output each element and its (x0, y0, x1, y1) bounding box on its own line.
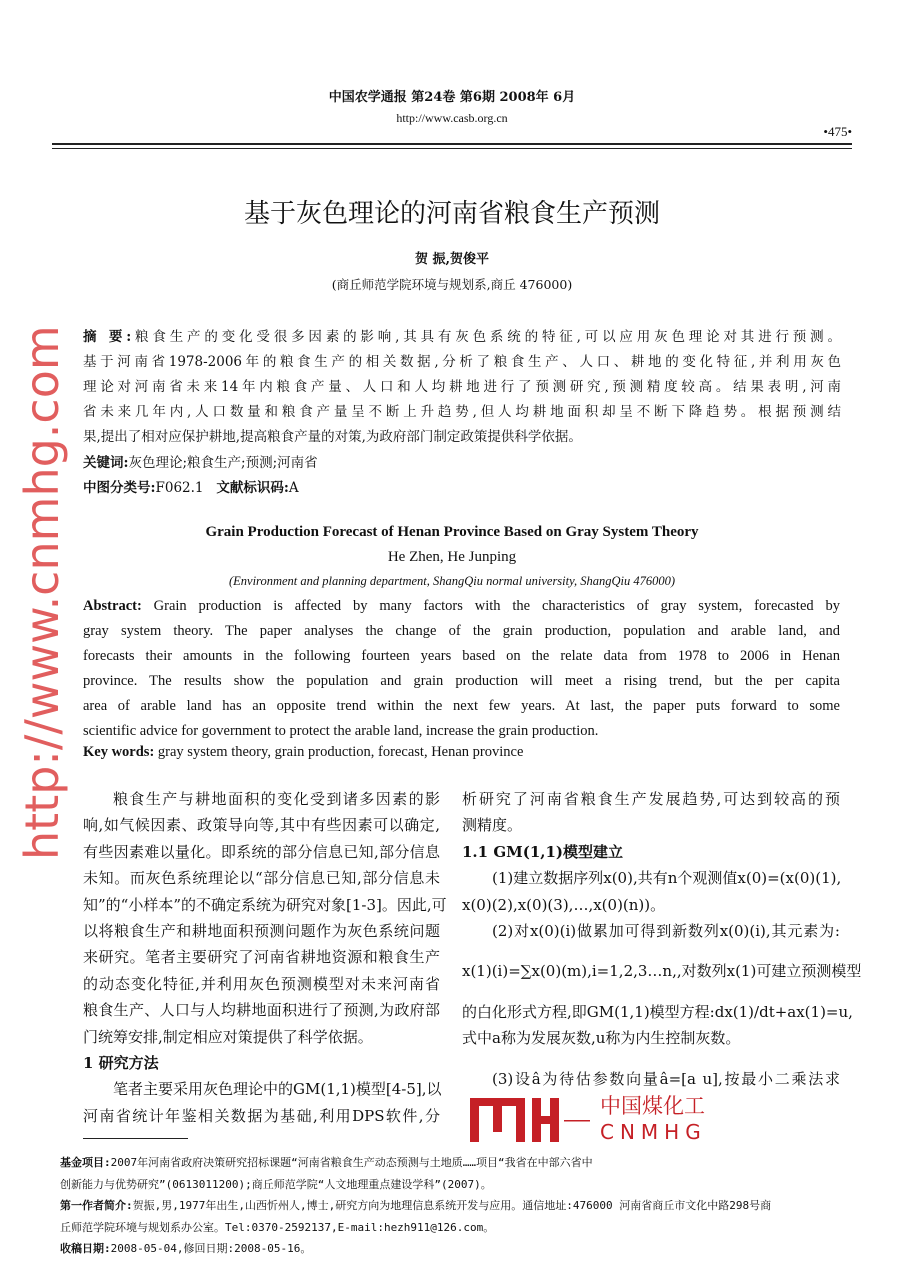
footnote-line (60, 1152, 890, 1174)
footnote-text: 2008-05-04,修回日期:2008-05-16。 (110, 1242, 312, 1255)
abstract-line: 理论对河南省未来14年内粮食产量、人口和人均耕地进行了预测研究,预测精度较高。结果表明,河南 (83, 379, 841, 395)
body-right-column (462, 786, 862, 1092)
footnote-text: 创新能力与优势研究”(0613011200);商丘师范学院“人文地理重点建设学科”(2007)。 (60, 1177, 492, 1191)
page-number: •475• (823, 124, 852, 139)
section-heading: 1.1 GM(1,1)模型建立 (462, 842, 624, 861)
body-left-column (83, 786, 447, 1129)
body-line: 来研究。笔者主要研究了河南省耕地资源和粮食生产 (83, 948, 440, 967)
footnote-text: 丘师范学院环境与规划系办公室。Tel:0370-2592137,E-mail:hezh911@126.com。 (60, 1220, 495, 1234)
english-keywords (83, 744, 523, 761)
body-line: 粮食生产与耕地面积的变化受到诸多因素的影 (113, 790, 440, 808)
abstract-text: Grain production is affected by many factors with the characteristics of gray system, forecasted by (141, 598, 840, 614)
abstract-line: 基于河南省1978-2006年的粮食生产的相关数据,分析了粮食生产、人口、耕地的变化特征,并利用灰色 (83, 354, 841, 370)
classification (83, 476, 299, 496)
body-line: (2)对x(0)(i)做累加可得到新数列x(0)(i),其元素为: (492, 922, 840, 941)
body-line: 测精度。 (462, 816, 523, 835)
english-title: Grain Production Forecast of Henan Province Based on Gray System Theory (205, 524, 699, 540)
footnote-text: 2007年河南省政府决策研究招标课题“河南省粮食生产动态预测与土地质……项目“我省在中部六省中 (110, 1156, 593, 1169)
body-line: 响,如气候因素、政策导向等,其中有些因素可以确定, (83, 816, 440, 835)
clc-label: 中图分类号: (83, 480, 156, 496)
footnote-line (60, 1238, 890, 1260)
abstract-label: 摘 要: (83, 329, 132, 345)
abstract-label: Abstract: (83, 598, 142, 614)
chinese-abstract (83, 325, 841, 450)
footnote-label: 收稿日期: (60, 1242, 111, 1255)
abstract-line: 省未来几年内,人口数量和粮食产量呈不断上升趋势,但人均耕地面积却呈不断下降趋势。根据预测结 (83, 404, 841, 420)
logo-chinese-text: 中国煤化工 (600, 1094, 705, 1118)
authors: 贺 振,贺俊平 (414, 252, 490, 267)
doc-code-label: 文献标识码: (216, 480, 289, 496)
keywords-value: gray system theory, grain production, forecast, Henan province (154, 744, 524, 760)
abstract-line: forecasts their amounts in the following fourteen years based on the relate data from 1978 to 2006 in Henan (83, 648, 840, 664)
watermark-text: http://www.cnmhg.com (15, 325, 69, 860)
watermark (14, 325, 70, 860)
body-line: 未知。而灰色系统理论以“部分信息已知,部分信息未 (83, 869, 440, 888)
footnote-label: 基金项目: (60, 1156, 111, 1169)
footnote-label: 第一作者简介: (60, 1199, 133, 1212)
body-line: 有些因素难以量化。即系统的部分信息已知,部分信息 (83, 842, 440, 861)
footnote-line (60, 1217, 890, 1239)
abstract-text: 粮食生产的变化受很多因素的影响,其具有灰色系统的特征,可以应用灰色理论对其进行预测。 (131, 329, 841, 345)
abstract-line: 果,提出了相对应保护耕地,提高粮食产量的对策,为政府部门制定政策提供科学依据。 (83, 429, 582, 445)
doc-code-value: A (288, 480, 299, 496)
keywords-value: 灰色理论;粮食生产;预测;河南省 (128, 455, 318, 471)
english-affiliation: (Environment and planning department, ShangQiu normal university, ShangQiu 476000) (228, 574, 676, 588)
abstract-line (83, 594, 840, 619)
body-line: 析研究了河南省粮食生产发展趋势,可达到较高的预 (462, 790, 840, 808)
body-line: 笔者主要采用灰色理论中的GM(1,1)模型[4-5],以 (113, 1080, 442, 1099)
footnote-line (60, 1195, 890, 1217)
abstract-line (83, 325, 841, 350)
body-line: 知”的“小样本”的不确定系统为研究对象[1-3]。因此,可 (83, 895, 447, 914)
body-line: x(0)(2),x(0)(3),…,x(0)(n))。 (462, 895, 666, 914)
logo-english-text: CNMHG (600, 1120, 707, 1144)
affiliation: (商丘师范学院环境与规划系,商丘 476000) (331, 277, 573, 292)
header-rule-top (52, 143, 852, 145)
footnote-rule (83, 1138, 188, 1139)
body-line: 的动态变化特征,并利用灰色预测模型对未来河南省 (83, 974, 440, 993)
footnotes (60, 1152, 890, 1260)
body-line: x(1)(i)=∑x(0)(m),i=1,2,3…n,,对数列x(1)可建立预测模型 (462, 962, 862, 981)
chinese-keywords (83, 451, 318, 471)
paper-title: 基于灰色理论的河南省粮食生产预测 (243, 199, 660, 229)
body-line: 粮食生产、人口与人均耕地面积进行了预测,为政府部 (83, 1001, 440, 1020)
section-heading: 1 研究方法 (83, 1054, 159, 1073)
body-line: 的白化形式方程,即GM(1,1)模型方程:dx(1)/dt+ax(1)=u, (462, 1002, 853, 1021)
footnote-text: 贺振,男,1977年出生,山西忻州人,博士,研究方向为地理信息系统开发与应用。通信地址:476000 河南省商丘市文化中路298号商 (132, 1199, 772, 1212)
body-line: 河南省统计年鉴相关数据为基础,利用DPS软件,分 (83, 1106, 440, 1125)
english-abstract (83, 594, 840, 744)
english-authors: He Zhen, He Junping (387, 549, 517, 565)
body-line: (1)建立数据序列x(0),共有n个观测值x(0)=(x(0)(1), (492, 869, 842, 888)
body-line: 门统筹安排,制定相应对策提供了科学依据。 (83, 1027, 373, 1046)
body-line: (3)设â为待估参数向量â=[a u],按最小二乘法求 (492, 1069, 840, 1088)
abstract-line: province. The results show the population and grain production will meet a rising trend, but the per capita (83, 673, 840, 689)
clc-value: F062.1 (155, 480, 204, 496)
journal-header: 中国农学通报 第24卷 第6期 2008年 6月 (328, 90, 576, 105)
journal-url: http://www.casb.org.cn (396, 111, 508, 125)
body-line: 式中a称为发展灰数,u称为内生控制灰数。 (462, 1029, 741, 1048)
abstract-line: gray system theory. The paper analyses the change of the grain production, population and arable land, and (83, 623, 840, 639)
cnmhg-logo (470, 1098, 590, 1142)
keywords-label: Key words: (83, 744, 155, 760)
body-line: 以将粮食生产和耕地面积预测问题作为灰色系统问题 (83, 922, 440, 941)
abstract-line: area of arable land has an opposite trend within the next few years. At last, the paper puts forward to some (83, 698, 840, 714)
abstract-line: scientific advice for government to protect the arable land, increase the grain production. (83, 723, 599, 739)
keywords-label: 关键词: (83, 455, 129, 471)
header-rule-bottom (52, 148, 852, 149)
footnote-line (60, 1174, 890, 1196)
